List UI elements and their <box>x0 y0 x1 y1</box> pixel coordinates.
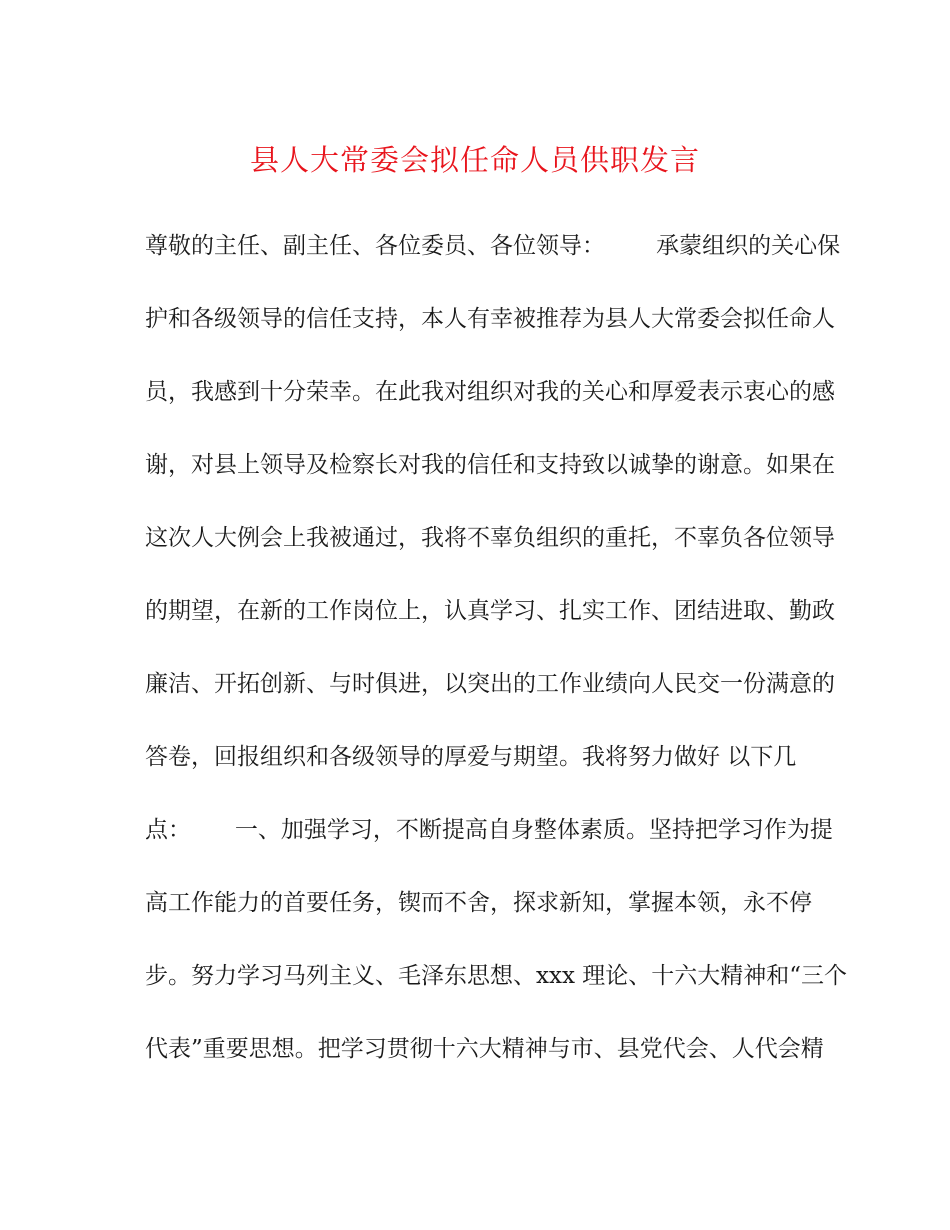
body-line: 谢，对县上领导及检察长对我的信任和支持致以诚挚的谢意。如果在 <box>145 452 835 478</box>
body-line: 代表”重要思想。把学习贯彻十六大精神与市、县党代会、人代会精 <box>145 1036 824 1062</box>
document-title: 县人大常委会拟任命人员供职发言 <box>249 143 700 177</box>
body-line: 的期望，在新的工作岗位上，认真学习、扎实工作、团结进取、勤政 <box>145 598 835 624</box>
document-body <box>145 224 847 1100</box>
body-line: 答卷，回报组织和各级领导的厚爱与期望。我将努力做好 以下几 <box>145 744 797 770</box>
body-line: 尊敬的主任、副主任、各位委员、各位领导： 承蒙组织的关心保 <box>145 233 841 259</box>
body-line: 高工作能力的首要任务，锲而不舍，探求新知，掌握本领，永不停 <box>145 890 812 916</box>
body-line: 廉洁、开拓创新、与时俱进，以突出的工作业绩向人民交一份满意的 <box>145 671 835 697</box>
body-line: 步。努力学习马列主义、毛泽东思想、xxx 理论、十六大精神和“三个 <box>145 963 847 989</box>
body-line: 这次人大例会上我被通过，我将不辜负组织的重托，不辜负各位领导 <box>145 525 835 551</box>
body-line: 护和各级领导的信任支持，本人有幸被推荐为县人大常委会拟任命人 <box>145 306 835 332</box>
body-line: 员，我感到十分荣幸。在此我对组织对我的关心和厚爱表示衷心的感 <box>145 379 835 405</box>
body-line: 点： 一、加强学习，不断提高自身整体素质。坚持把学习作为提 <box>145 817 833 843</box>
